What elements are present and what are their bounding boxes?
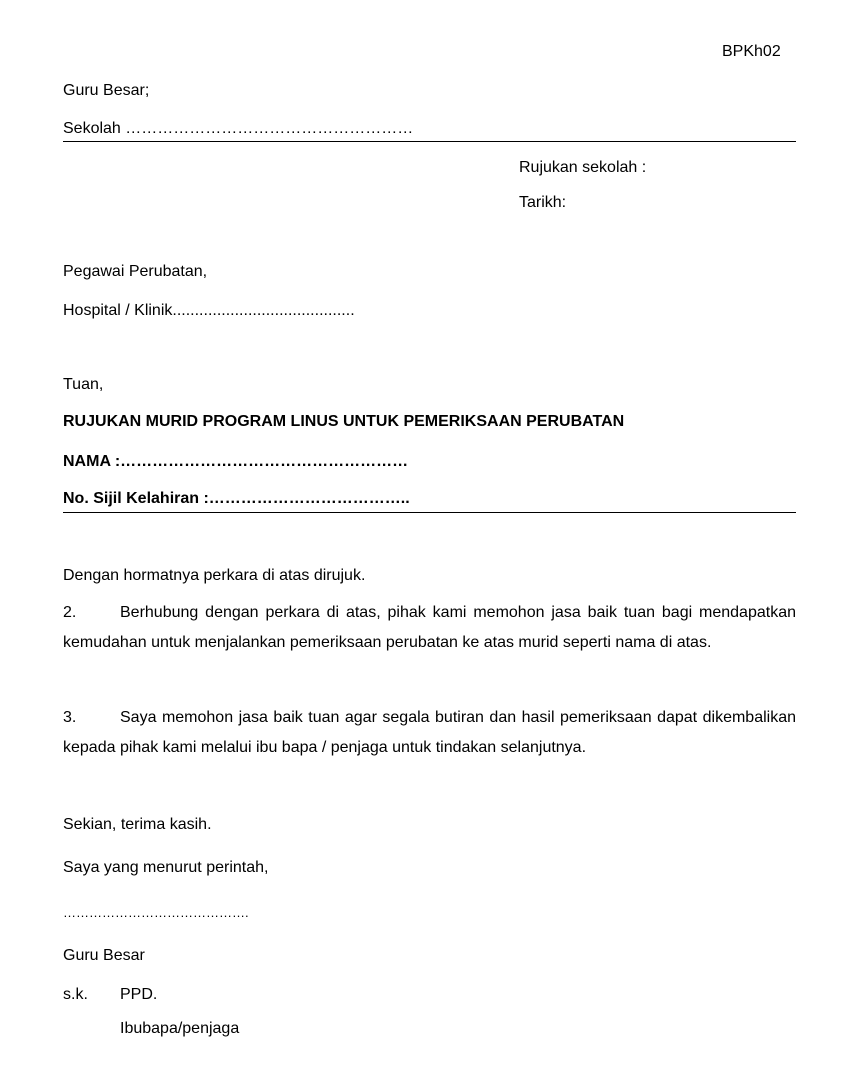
school-reference-label: Rujukan sekolah :: [519, 159, 647, 176]
closing-sign-off: Saya yang menurut perintah,: [63, 859, 269, 876]
cc-recipient-parent: Ibubapa/penjaga: [120, 1020, 240, 1037]
document-code: BPKh02: [722, 43, 781, 60]
cc-recipient-ppd: PPD.: [120, 986, 158, 1003]
paragraph-2-number: 2.: [63, 604, 77, 621]
subject-divider: [63, 512, 796, 513]
subject-title: RUJUKAN MURID PROGRAM LINUS UNTUK PEMERIKSAAN PERUBATAN: [63, 413, 625, 430]
paragraph-3-number: 3.: [63, 709, 77, 726]
date-label: Tarikh:: [519, 194, 567, 211]
sender-school: Sekolah ………………………………………………: [63, 120, 414, 137]
intro-line: Dengan hormatnya perkara di atas dirujuk.: [63, 567, 366, 584]
recipient-title: Pegawai Perubatan,: [63, 263, 208, 280]
salutation: Tuan,: [63, 376, 104, 393]
cc-label: s.k.: [63, 986, 88, 1003]
signatory-title: Guru Besar: [63, 947, 145, 964]
paragraph-2-text: Berhubung dengan perkara di atas, pihak kami memohon jasa baik tuan bagi mendapatkan kemudahan untuk menjalankan pemeriksaan perubatan ke atas murid seperti nama di atas.: [63, 604, 796, 651]
paragraph-3: [63, 703, 796, 763]
birth-certificate-field: No. Sijil Kelahiran :………………………………..: [63, 490, 410, 507]
paragraph-3-text: Saya memohon jasa baik tuan agar segala butiran dan hasil pemeriksaan dapat dikembalikan kepada pihak kami melalui ibu bapa / penjaga untuk tindakan selanjutnya.: [63, 709, 796, 756]
closing-thanks: Sekian, terima kasih.: [63, 816, 212, 833]
paragraph-2: [63, 598, 796, 658]
signature-line: …………………………………….: [63, 905, 249, 920]
recipient-hospital: Hospital / Klinik.........................................: [63, 302, 355, 319]
student-name-field: NAMA :………………………………………………: [63, 453, 409, 470]
header-divider: [63, 141, 796, 142]
sender-title: Guru Besar;: [63, 82, 150, 99]
